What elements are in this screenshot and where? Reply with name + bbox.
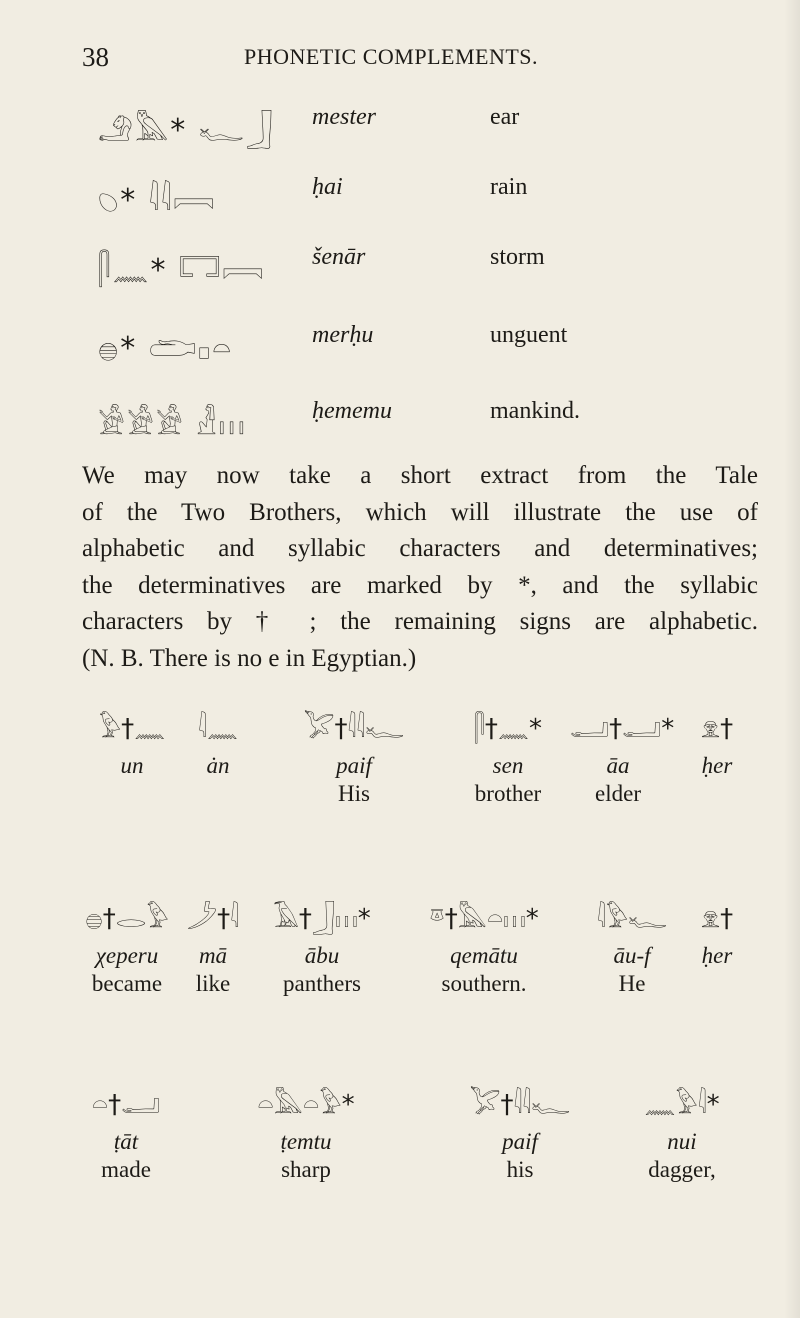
hieroglyph-group: 𓆇* 𓇋𓇋𓇯	[98, 183, 217, 218]
transliteration: ābu	[304, 943, 340, 968]
hieroglyph-group: 𓌳†𓇋	[186, 904, 240, 934]
transliteration: āa	[606, 753, 630, 778]
interlinear-word	[570, 706, 675, 808]
interlinear-word	[196, 1082, 416, 1184]
gloss: his	[506, 1157, 534, 1182]
meaning: storm	[490, 244, 545, 270]
transliteration: ḥememu	[312, 398, 392, 424]
transliteration: šenār	[312, 244, 366, 270]
interlinear-word	[90, 706, 174, 780]
hieroglyph-group: 𓐍* 𓂧𓊪𓏏	[98, 331, 234, 366]
hieroglyph-group: 𓋴†𓈖*	[474, 714, 542, 744]
hieroglyph-group: 𓅯†𓇋𓇋𓆑	[303, 714, 405, 744]
transliteration: merḥu	[312, 322, 374, 348]
vocab-row	[98, 170, 738, 230]
hieroglyph-group: 𓁷†	[700, 714, 734, 744]
transliteration: qemātu	[450, 943, 518, 968]
interlinear-word	[180, 706, 256, 780]
gloss: southern.	[441, 971, 527, 996]
body-paragraph	[82, 458, 758, 677]
page-edge-shadow	[784, 0, 800, 1318]
interlinear-word	[612, 1082, 752, 1184]
transliteration: paif	[502, 1129, 538, 1154]
transliteration: χeperu	[95, 943, 159, 968]
interlinear-word	[180, 896, 246, 998]
running-title: PHONETIC COMPLEMENTS.	[243, 44, 539, 69]
hieroglyph-group: 𓄂𓅓* 𓆑𓃀	[98, 113, 275, 148]
interlinear-word	[400, 896, 568, 998]
gloss: elder	[595, 781, 641, 806]
transliteration: āu-f	[613, 943, 651, 968]
hieroglyph-group: 𓎼†𓅓𓏏𓏥*	[429, 904, 539, 934]
hieroglyph-group: 𓇋𓅱𓆑	[596, 904, 668, 934]
transliteration: ḥai	[312, 174, 343, 200]
hieroglyph-group: 𓅯†𓇋𓇋𓆑	[469, 1090, 571, 1120]
gloss: made	[101, 1157, 151, 1182]
paragraph-line: the determinatives are marked by *, and the syllabic	[82, 571, 758, 599]
interlinear-word	[440, 1082, 600, 1184]
hieroglyph-group: 𓁷†	[700, 904, 734, 934]
gloss: brother	[474, 781, 542, 806]
gloss: dagger,	[648, 1157, 716, 1182]
interlinear-word	[682, 896, 752, 970]
vocab-row	[98, 394, 738, 454]
transliteration: paif	[336, 753, 372, 778]
hieroglyph-group: 𓇋𓈖	[197, 714, 238, 744]
interlinear-word	[450, 706, 566, 808]
hieroglyph-group: 𓂝†𓂝*	[570, 714, 675, 744]
transliteration: un	[120, 753, 144, 778]
paragraph-line: (N. B. There is no e in Egyptian.)	[82, 644, 417, 672]
transliteration: ḥer	[701, 753, 733, 778]
hieroglyph-group: 𓀀𓀀𓀀 𓁐𓏥	[98, 407, 247, 442]
hieroglyph-group: 𓅱†𓈖	[98, 714, 166, 744]
gloss: like	[195, 971, 231, 996]
hieroglyph-group: 𓋴𓈖* 𓉐𓇯	[98, 253, 266, 288]
hieroglyph-group: 𓏏†𓂝	[91, 1090, 161, 1120]
interlinear-word	[252, 896, 392, 998]
transliteration: ḥer	[701, 943, 733, 968]
meaning: rain	[490, 174, 528, 200]
paragraph-line: alphabetic and syllabic characters and determinatives;	[82, 535, 758, 562]
interlinear-word	[268, 706, 440, 808]
meaning: mankind.	[490, 398, 580, 424]
interlinear-word	[86, 1082, 166, 1184]
interlinear-word	[682, 706, 752, 780]
hieroglyph-group: 𓐍†𓂋𓅱	[85, 904, 169, 934]
hieroglyph-group: 𓈖𓅱𓇋*	[644, 1090, 720, 1120]
meaning: ear	[490, 104, 520, 130]
hieroglyph-group: 𓏏𓅓𓏏𓅱*	[257, 1090, 355, 1120]
interlinear-word	[78, 896, 176, 998]
vocab-row	[98, 318, 738, 378]
transliteration: ṭemtu	[280, 1129, 332, 1154]
paragraph-line: We may now take a short extract from the Tale	[82, 462, 758, 489]
gloss: His	[338, 781, 370, 806]
gloss: became	[91, 971, 163, 996]
vocab-row	[98, 100, 738, 160]
paragraph-line: of the Two Brothers, which will illustrate the use of	[82, 498, 758, 526]
page-number: 38	[82, 42, 109, 72]
page-header	[82, 42, 740, 82]
meaning: unguent	[490, 322, 568, 348]
transliteration: mester	[312, 104, 376, 130]
gloss: sharp	[281, 1157, 331, 1182]
paragraph-line: characters by † ; the remaining signs are alphabetic.	[82, 608, 758, 635]
transliteration: ṭāt	[113, 1129, 139, 1154]
transliteration: sen	[492, 753, 524, 778]
interlinear-word	[582, 896, 682, 998]
gloss: panthers	[283, 971, 361, 996]
vocab-row	[98, 240, 738, 300]
hieroglyph-group: 𓄿†𓃀𓏥*	[273, 904, 371, 934]
transliteration: mā	[198, 943, 228, 968]
gloss: He	[618, 971, 646, 996]
transliteration: ȧn	[206, 753, 230, 778]
transliteration: nui	[667, 1129, 697, 1154]
